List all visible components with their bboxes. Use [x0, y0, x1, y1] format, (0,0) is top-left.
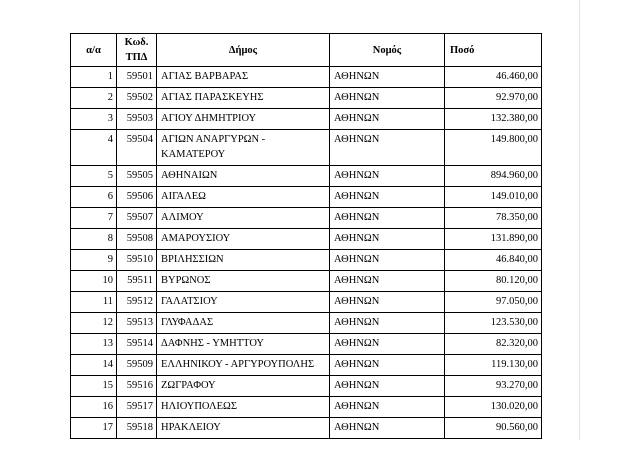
row-amount: 46.460,00 [445, 67, 542, 88]
table-row [71, 166, 542, 187]
table-row [71, 67, 542, 88]
row-amount: 93.270,00 [445, 376, 542, 397]
row-amount: 131.890,00 [445, 229, 542, 250]
row-municipality: ΒΡΙΛΗΣΣΙΩΝ [157, 250, 330, 271]
table-row [71, 250, 542, 271]
table-row [71, 355, 542, 376]
row-number: 7 [71, 208, 117, 229]
row-prefecture: ΑΘΗΝΩΝ [330, 88, 445, 109]
row-code: 59502 [117, 88, 157, 109]
row-prefecture: ΑΘΗΝΩΝ [330, 292, 445, 313]
table-header-row [71, 34, 542, 67]
row-prefecture: ΑΘΗΝΩΝ [330, 376, 445, 397]
municipality-allocation-table [70, 33, 542, 439]
row-number: 8 [71, 229, 117, 250]
row-municipality: ΒΥΡΩΝΟΣ [157, 271, 330, 292]
row-code: 59512 [117, 292, 157, 313]
row-prefecture: ΑΘΗΝΩΝ [330, 130, 445, 166]
row-number: 3 [71, 109, 117, 130]
row-municipality: ΗΛΙΟΥΠΟΛΕΩΣ [157, 397, 330, 418]
row-municipality: ΑΓΙΩΝ ΑΝΑΡΓΥΡΩΝ - ΚΑΜΑΤΕΡΟΥ [157, 130, 330, 166]
row-number: 2 [71, 88, 117, 109]
row-prefecture: ΑΘΗΝΩΝ [330, 250, 445, 271]
row-prefecture: ΑΘΗΝΩΝ [330, 208, 445, 229]
row-number: 12 [71, 313, 117, 334]
row-prefecture: ΑΘΗΝΩΝ [330, 397, 445, 418]
row-number: 13 [71, 334, 117, 355]
row-number: 14 [71, 355, 117, 376]
row-municipality: ΕΛΛΗΝΙΚΟΥ - ΑΡΓΥΡΟΥΠΟΛΗΣ [157, 355, 330, 376]
row-code: 59510 [117, 250, 157, 271]
row-number: 10 [71, 271, 117, 292]
row-number: 5 [71, 166, 117, 187]
row-amount: 97.050,00 [445, 292, 542, 313]
row-municipality: ΔΑΦΝΗΣ - ΥΜΗΤΤΟΥ [157, 334, 330, 355]
row-prefecture: ΑΘΗΝΩΝ [330, 271, 445, 292]
row-code: 59513 [117, 313, 157, 334]
row-prefecture: ΑΘΗΝΩΝ [330, 67, 445, 88]
row-code: 59504 [117, 130, 157, 166]
table-row [71, 109, 542, 130]
row-amount: 123.530,00 [445, 313, 542, 334]
row-amount: 132.380,00 [445, 109, 542, 130]
row-prefecture: ΑΘΗΝΩΝ [330, 166, 445, 187]
header-aa: α/α [71, 34, 117, 67]
row-code: 59506 [117, 187, 157, 208]
row-amount: 46.840,00 [445, 250, 542, 271]
row-municipality: ΑΓΙΑΣ ΒΑΡΒΑΡΑΣ [157, 67, 330, 88]
table-row [71, 130, 542, 166]
row-code: 59505 [117, 166, 157, 187]
row-number: 15 [71, 376, 117, 397]
row-code: 59508 [117, 229, 157, 250]
row-amount: 119.130,00 [445, 355, 542, 376]
row-code: 59509 [117, 355, 157, 376]
row-code: 59511 [117, 271, 157, 292]
table-row [71, 376, 542, 397]
row-amount: 90.560,00 [445, 418, 542, 439]
row-amount: 149.800,00 [445, 130, 542, 166]
row-prefecture: ΑΘΗΝΩΝ [330, 109, 445, 130]
row-amount: 130.020,00 [445, 397, 542, 418]
row-municipality: ΑΛΙΜΟΥ [157, 208, 330, 229]
row-amount: 80.120,00 [445, 271, 542, 292]
row-code: 59516 [117, 376, 157, 397]
row-number: 6 [71, 187, 117, 208]
row-prefecture: ΑΘΗΝΩΝ [330, 187, 445, 208]
row-code: 59503 [117, 109, 157, 130]
table-row [71, 208, 542, 229]
row-number: 11 [71, 292, 117, 313]
header-prefecture: Νομός [330, 34, 445, 67]
table-row [71, 292, 542, 313]
row-amount: 894.960,00 [445, 166, 542, 187]
row-amount: 82.320,00 [445, 334, 542, 355]
row-amount: 92.970,00 [445, 88, 542, 109]
row-number: 4 [71, 130, 117, 166]
table-body [71, 67, 542, 439]
page-edge-divider [579, 0, 580, 440]
row-prefecture: ΑΘΗΝΩΝ [330, 334, 445, 355]
row-municipality: ΑΓΙΟΥ ΔΗΜΗΤΡΙΟΥ [157, 109, 330, 130]
table-row [71, 88, 542, 109]
table-row [71, 334, 542, 355]
row-municipality: ΑΜΑΡΟΥΣΙΟΥ [157, 229, 330, 250]
row-municipality: ΑΘΗΝΑΙΩΝ [157, 166, 330, 187]
row-municipality: ΓΑΛΑΤΣΙΟΥ [157, 292, 330, 313]
row-code: 59507 [117, 208, 157, 229]
row-municipality: ΑΙΓΑΛΕΩ [157, 187, 330, 208]
row-municipality: ΓΛΥΦΑΔΑΣ [157, 313, 330, 334]
row-number: 9 [71, 250, 117, 271]
table-row [71, 187, 542, 208]
header-code: Κωδ. ΤΠΔ [117, 34, 157, 67]
row-code: 59501 [117, 67, 157, 88]
row-number: 17 [71, 418, 117, 439]
row-municipality: ΗΡΑΚΛΕΙΟΥ [157, 418, 330, 439]
table-row [71, 271, 542, 292]
row-code: 59518 [117, 418, 157, 439]
row-municipality: ΑΓΙΑΣ ΠΑΡΑΣΚΕΥΗΣ [157, 88, 330, 109]
table-row [71, 229, 542, 250]
row-number: 1 [71, 67, 117, 88]
header-amount: Ποσό [445, 34, 542, 67]
row-prefecture: ΑΘΗΝΩΝ [330, 418, 445, 439]
row-amount: 149.010,00 [445, 187, 542, 208]
header-municipality: Δήμος [157, 34, 330, 67]
row-prefecture: ΑΘΗΝΩΝ [330, 355, 445, 376]
table-row [71, 418, 542, 439]
row-code: 59514 [117, 334, 157, 355]
row-number: 16 [71, 397, 117, 418]
row-prefecture: ΑΘΗΝΩΝ [330, 313, 445, 334]
row-municipality: ΖΩΓΡΑΦΟΥ [157, 376, 330, 397]
table-row [71, 313, 542, 334]
table-row [71, 397, 542, 418]
row-amount: 78.350,00 [445, 208, 542, 229]
row-prefecture: ΑΘΗΝΩΝ [330, 229, 445, 250]
row-code: 59517 [117, 397, 157, 418]
